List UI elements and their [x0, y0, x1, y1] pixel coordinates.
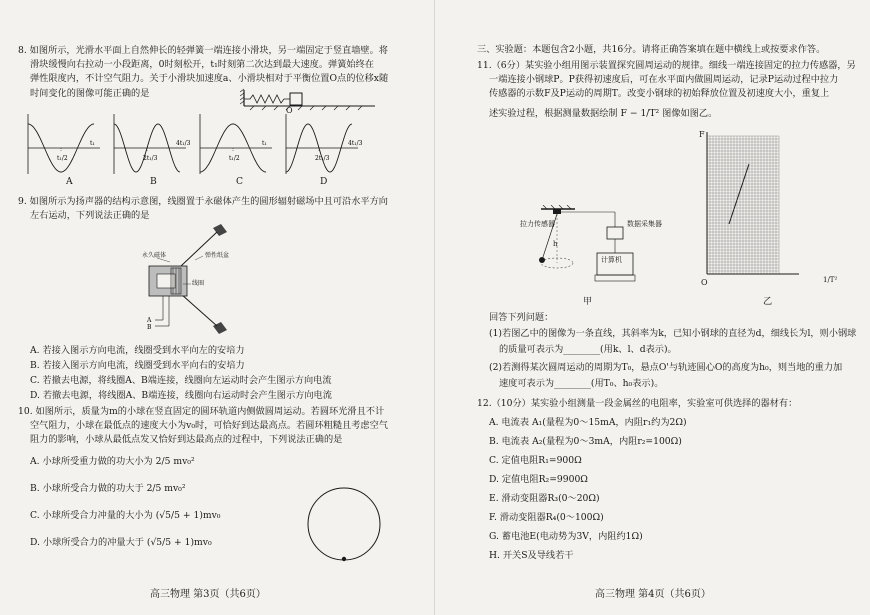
svg-text:B: B — [147, 324, 152, 331]
graph-tick-label: 2t₁/3 — [315, 155, 330, 162]
q10-choice-a: A. 小球所受重力做的功大小为 2/5 mv₀² — [30, 456, 195, 467]
sensor-label: 拉力传感器 — [520, 220, 555, 228]
q11-line-2: 一端连接小钢球P。P获得初速度后，可在水平面内做圆周运动，记录P运动过程中拉力 — [489, 74, 839, 85]
f-vs-t-graph — [697, 130, 817, 290]
spring-o-label: O — [286, 106, 293, 115]
speaker-membrane-label: 弹性纸盆 — [205, 252, 230, 259]
speaker-coil-label: 线圈 — [192, 280, 205, 287]
q9-choice-a: A. 若接入图示方向电流，线圈受到水平向左的安培力 — [30, 345, 245, 356]
graph-tick-label: 2t₁/3 — [143, 155, 158, 162]
q11-line-4: 述实验过程，根据测量数据绘制 F − 1/T² 图像如图乙。 — [489, 108, 718, 119]
graph-end-label: t₁ — [262, 140, 267, 147]
graph-tick-label: t₁/2 — [229, 155, 240, 162]
q8-option-d-letter: D — [320, 176, 328, 187]
q8-line-2: 滑块缓慢向右拉动一小段距离，0时刻松开，t₁时刻第二次达到最大速度。弹簧始终在 — [30, 59, 374, 70]
q11-sub-1a: (1)若图乙中的图像为一条直线，其斜率为k，已知小钢球的直径为d，细线长为l，则小钢球 — [489, 328, 857, 339]
q11-sub-1b: 的质量可表示为________(用k、l、d表示)。 — [499, 344, 677, 355]
speaker-magnet-label: 永久磁体 — [142, 252, 167, 259]
svg-text:A: A — [147, 317, 152, 324]
q11-sub-2b: 速度可表示为________(用T₀、h₀表示)。 — [499, 378, 664, 389]
q12-item-h: H. 开关S及导线若干 — [489, 550, 574, 561]
graph-end-label: 4t₁/3 — [176, 140, 191, 147]
q10-choice-d: D. 小球所受合力的冲量大于 (√5/5 + 1)mv₀ — [30, 537, 212, 548]
q12-item-f: F. 滑动变阻器R₄(0～100Ω) — [489, 512, 604, 523]
speaker-figure — [135, 222, 240, 342]
q8-option-a-letter: A — [66, 176, 73, 187]
graph-x-label: 1/T² — [823, 276, 838, 284]
graph-end-label: t₁ — [90, 140, 95, 147]
q12-item-c: C. 定值电阻R₁=900Ω — [489, 455, 582, 466]
q12-item-b: B. 电流表 A₂(量程为0～3mA，内阻r₂=100Ω) — [489, 436, 682, 447]
q8-line-1: 8. 如图所示，光滑水平面上自然伸长的轻弹簧一端连接小滑块，另一端固定于竖直墙壁。将 — [18, 45, 388, 56]
q9-line-1: 9. 如图所示为扬声器的结构示意图，线圈置于永磁体产生的圆形辐射磁场中且可沿水平方向 — [18, 196, 388, 207]
right-page — [435, 0, 870, 615]
q8-line-4: 时间变化的图像可能正确的是 — [30, 88, 150, 99]
q10-line-1: 10. 如图所示，质量为m的小球在竖直固定的圆环轨道内侧做圆周运动。若圆环光滑且不计 — [18, 406, 385, 417]
graph-tick-label: t₁/2 — [57, 155, 68, 162]
q8-option-b-letter: B — [150, 176, 157, 187]
ring-track-figure — [304, 484, 384, 564]
q11-line-3: 传感器的示数F及P运动的周期T。改变小钢球的初始释放位置及初速度大小，重复上 — [489, 88, 830, 99]
q8-option-c-letter: C — [236, 176, 244, 187]
collector-label: 数据采集器 — [627, 220, 662, 228]
fig-jia-label: 甲 — [583, 296, 593, 307]
q11-prompt: 回答下列问题： — [489, 312, 554, 323]
q10-line-2: 空气阻力，小球在最低点的速度大小为v₀时，可恰好到达最高点。若圆环粗糙且考虑空气 — [30, 420, 388, 431]
q9-choice-c: C. 若撤去电源，将线圈A、B端连接，线圈向左运动时会产生图示方向电流 — [30, 375, 332, 386]
q12-intro: 12.（10分）某实验小组测量一段金属丝的电阻率，实验室可供选择的器材有： — [477, 398, 798, 409]
q8-line-3: 弹性限度内，不计空气阻力。关于小滑块加速度a、小滑块相对于平衡位置O点的位移x随 — [30, 73, 389, 84]
q9-line-2: 左右运动，下列说法正确的是 — [30, 210, 150, 221]
q10-choice-b: B. 小球所受合力做的功大于 2/5 mv₀² — [30, 483, 186, 494]
spring-block-figure — [240, 84, 380, 112]
q10-line-3: 阻力的影响，小球从最低点发又恰好到达最高点的过程中，下列说法正确的是 — [30, 434, 343, 445]
q10-choice-c: C. 小球所受合力冲量的大小为 (√5/5 + 1)mv₀ — [30, 510, 221, 521]
h-label: h — [553, 240, 558, 248]
graph-origin: O — [701, 278, 708, 287]
fig-yi-label: 乙 — [763, 296, 773, 307]
computer-label: 计算机 — [601, 256, 622, 264]
graph-end-label: 4t₁/3 — [348, 140, 363, 147]
q9-choice-d: D. 若撤去电源，将线圈A、B端连接，线圈向右运动时会产生图示方向电流 — [30, 390, 332, 401]
right-footer: 高三物理 第4页（共6页） — [595, 589, 711, 600]
section-heading: 三、实验题：本题包含2小题，共16分。请将正确答案填在题中横线上或按要求作答。 — [477, 44, 826, 55]
q12-item-a: A. 电流表 A₁(量程为0～15mA，内阻r₁约为2Ω) — [489, 417, 687, 428]
q11-sub-2a: (2)若测得某次圆周运动的周期为T₀，悬点O'与轨迹圆心O的高度为h₀，则当地的重力加 — [489, 362, 843, 373]
q12-item-d: D. 定值电阻R₂=9900Ω — [489, 474, 588, 485]
q8-graphs — [22, 112, 367, 192]
q12-item-e: E. 滑动变阻器R₃(0～20Ω) — [489, 493, 600, 504]
q9-choice-b: B. 若接入图示方向电流，线圈受到水平向右的安培力 — [30, 360, 245, 371]
q12-item-g: G. 蓄电池E(电动势为3V，内阻约1Ω) — [489, 531, 643, 542]
left-footer: 高三物理 第3页（共6页） — [150, 589, 266, 600]
graph-y-label: F — [699, 130, 705, 139]
q11-line-1: 11.（6分）某实验小组用图示装置探究圆周运动的规律。细线一端连接固定的拉力传感器，另 — [477, 60, 856, 71]
